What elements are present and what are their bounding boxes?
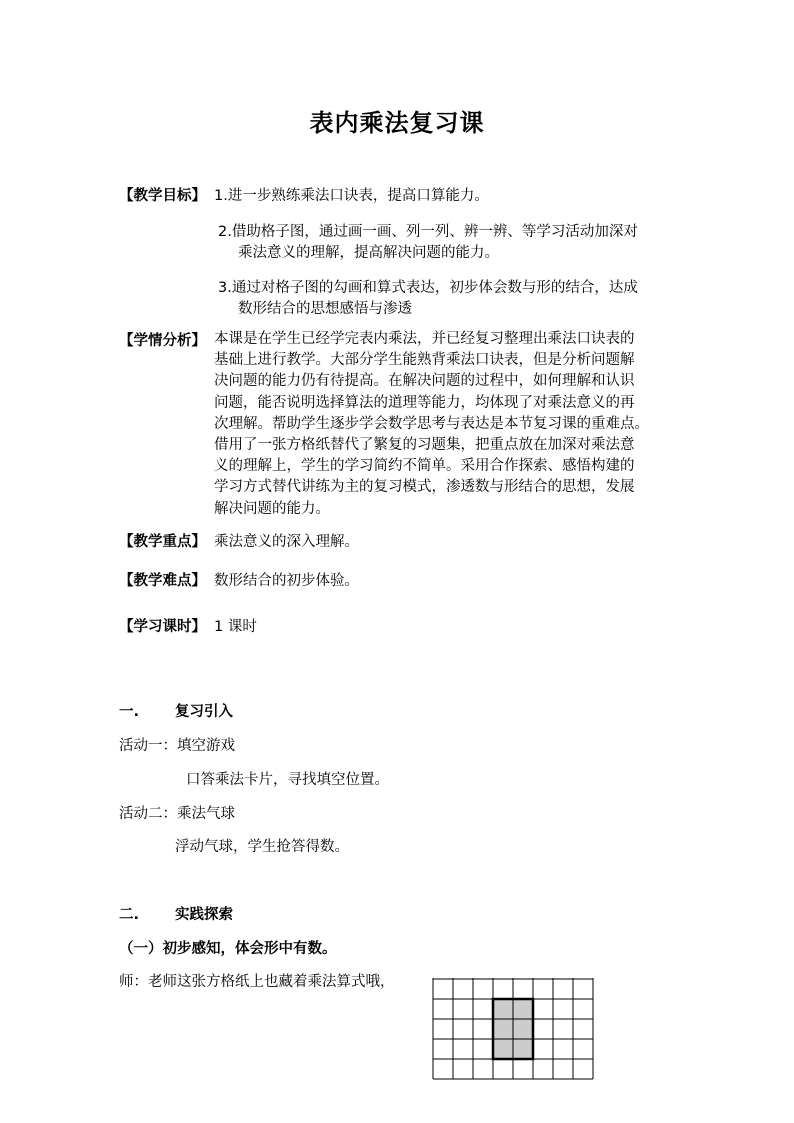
section-2-number: 二. [119,907,140,923]
page-title: 表内乘法复习课 [309,109,485,137]
objective-item-3-line-1: 3.通过对格子图的勾画和算式表达，初步体会数与形的结合，达成 [218,280,638,296]
section-1-number: 一. [119,704,140,720]
analysis-line: 决问题的能力仍有待提高。在解决问题的过程中，如何理解和认识 [214,373,635,390]
teacher-line: 师：老师这张方格纸上也藏着乘法算式哦， [119,974,395,990]
hours-label: 【学习课时】 [119,619,206,635]
analysis-line: 解决问题的能力。 [214,500,330,517]
difficulty-label: 【教学难点】 [119,573,206,589]
subsection-1-heading: （一）初步感知，体会形中有数。 [119,941,337,957]
activity-2-title: 活动二：乘法气球 [119,806,235,822]
analysis-line: 问题，能否说明选择算法的道理等能力，均体现了对乘法意义的再 [214,394,635,411]
objective-item-3-line-2: 数形结合的思想感悟与渗透 [238,301,412,317]
objective-item-1: 1.进一步熟练乘法口诀表，提高口算能力。 [214,188,489,204]
analysis-line: 基础上进行教学。大部分学生能熟背乘法口诀表，但是分析问题解 [214,352,635,369]
section-2-heading: 实践探索 [175,907,233,923]
analysis-line: 义的理解上，学生的学习简约不简单。采用合作探索、感悟构建的 [214,458,635,475]
key-point-label: 【教学重点】 [119,534,206,550]
activity-1-description: 口答乘法卡片，寻找填空位置。 [186,772,389,788]
grid-figure [432,978,596,1080]
key-point-text: 乘法意义的深入理解。 [214,534,359,550]
analysis-label: 【学情分析】 [119,333,206,349]
analysis-line: 学习方式替代讲练为主的复习模式，渗透数与形结合的思想，发展 [214,479,635,496]
objective-item-2-line-2: 乘法意义的理解，提高解决问题的能力。 [238,245,499,261]
objectives-label: 【教学目标】 [119,188,206,204]
analysis-line: 本课是在学生已经学完表内乘法，并已经复习整理出乘法口诀表的 [214,331,635,347]
analysis-paragraph [214,329,649,520]
activity-1-title: 活动一：填空游戏 [119,738,235,754]
hours-text: 1 课时 [214,619,257,635]
analysis-line: 借用了一张方格纸替代了繁复的习题集，把重点放在加深对乘法意 [214,437,635,454]
activity-2-description: 浮动气球，学生抢答得数。 [175,839,349,855]
objective-item-2-line-1: 2.借助格子图，通过画一画、列一列、辨一辨、等学习活动加深对 [218,224,638,240]
difficulty-text: 数形结合的初步体验。 [214,573,359,589]
section-1-heading: 复习引入 [175,704,233,720]
analysis-line: 次理解。帮助学生逐步学会数学思考与表达是本节复习课的重难点。 [214,415,649,432]
